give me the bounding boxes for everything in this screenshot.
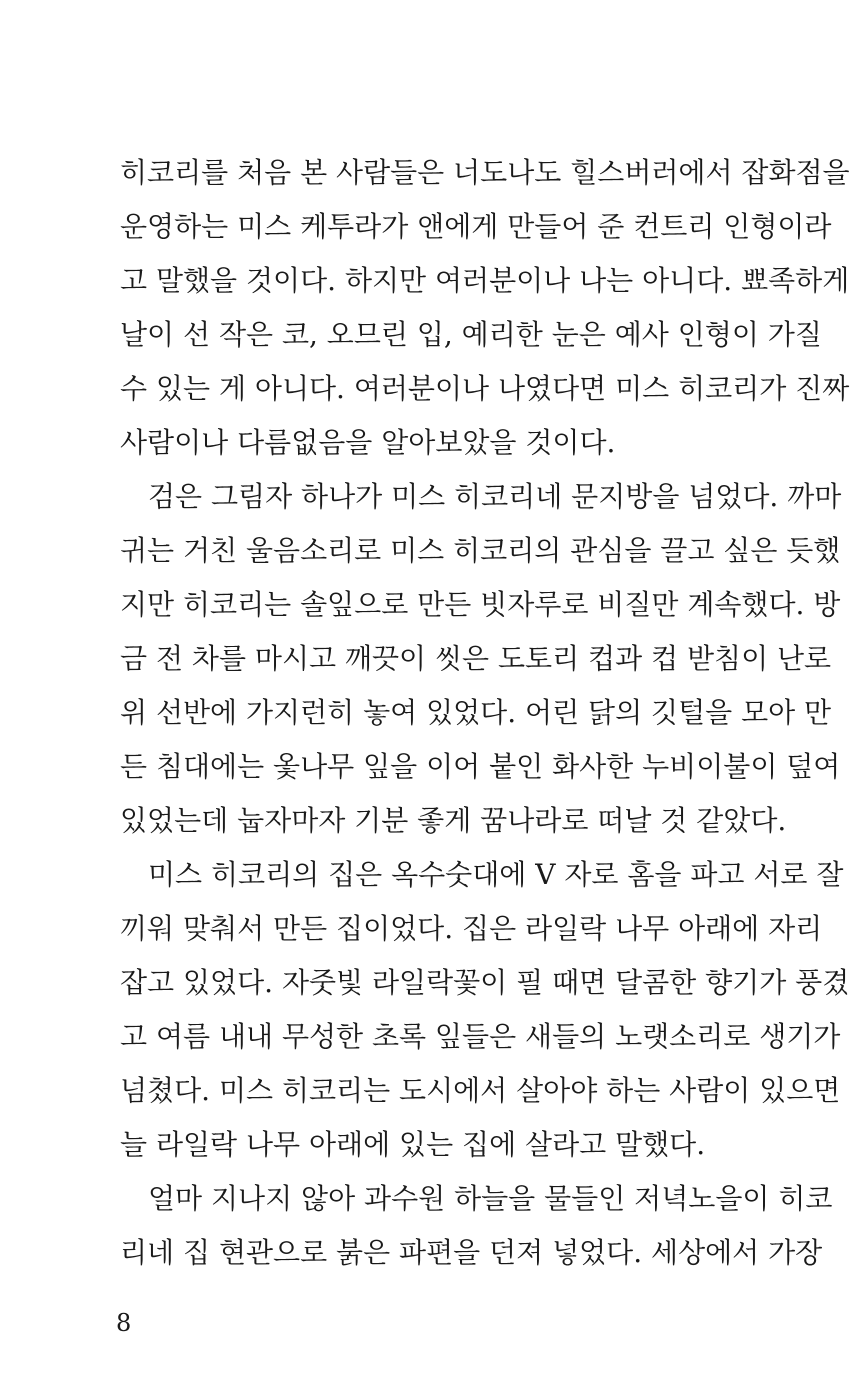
text-line: 금 전 차를 마시고 깨끗이 씻은 도토리 컵과 컵 받침이 난로 [120, 642, 832, 675]
text-line: 든 침대에는 옻나무 잎을 이어 붙인 화사한 누비이불이 덮여 [120, 750, 841, 783]
page-number: 8 [116, 1309, 132, 1337]
text-line: 고 말했을 것이다. 하지만 여러분이나 나는 아니다. 뾰족하게 [120, 264, 850, 297]
text-line: 수 있는 게 아니다. 여러분이나 나였다면 미스 히코리가 진짜 [120, 372, 850, 405]
body-text [120, 146, 850, 1280]
text-line: 위 선반에 가지런히 놓여 있었다. 어린 닭의 깃털을 모아 만 [120, 696, 832, 729]
text-line: 리네 집 현관으로 붉은 파편을 던져 넣었다. 세상에서 가장 [120, 1236, 823, 1269]
text-line: 미스 히코리의 집은 옥수숫대에 V 자로 홈을 파고 서로 잘 [148, 858, 844, 891]
text-line: 날이 선 작은 코, 오므린 입, 예리한 눈은 예사 인형이 가질 [120, 318, 822, 351]
text-line: 지만 히코리는 솔잎으로 만든 빗자루로 비질만 계속했다. 방 [120, 588, 841, 621]
text-line: 있었는데 눕자마자 기분 좋게 꿈나라로 떠날 것 같았다. [120, 804, 787, 837]
text-line: 넘쳤다. 미스 히코리는 도시에서 살아야 하는 사람이 있으면 [120, 1074, 841, 1107]
text-line: 히코리를 처음 본 사람들은 너도나도 힐스버러에서 잡화점을 [120, 156, 850, 189]
text-line: 검은 그림자 하나가 미스 히코리네 문지방을 넘었다. 까마 [148, 480, 842, 513]
text-line: 귀는 거친 울음소리로 미스 히코리의 관심을 끌고 싶은 듯했 [120, 534, 841, 567]
text-line: 운영하는 미스 케투라가 앤에게 만들어 준 컨트리 인형이라 [120, 210, 832, 243]
text-line: 잡고 있었다. 자줏빛 라일락꽃이 필 때면 달콤한 향기가 풍겼 [120, 966, 850, 999]
text-line: 끼워 맞춰서 만든 집이었다. 집은 라일락 나무 아래에 자리 [120, 912, 823, 945]
text-line: 사람이나 다름없음을 알아보았을 것이다. [120, 426, 616, 459]
text-line: 얼마 지나지 않아 과수원 하늘을 물들인 저녁노을이 히코 [148, 1182, 833, 1215]
text-line: 늘 라일락 나무 아래에 있는 집에 살라고 말했다. [120, 1128, 706, 1161]
text-line: 고 여름 내내 무성한 초록 잎들은 새들의 노랫소리로 생기가 [120, 1020, 841, 1053]
